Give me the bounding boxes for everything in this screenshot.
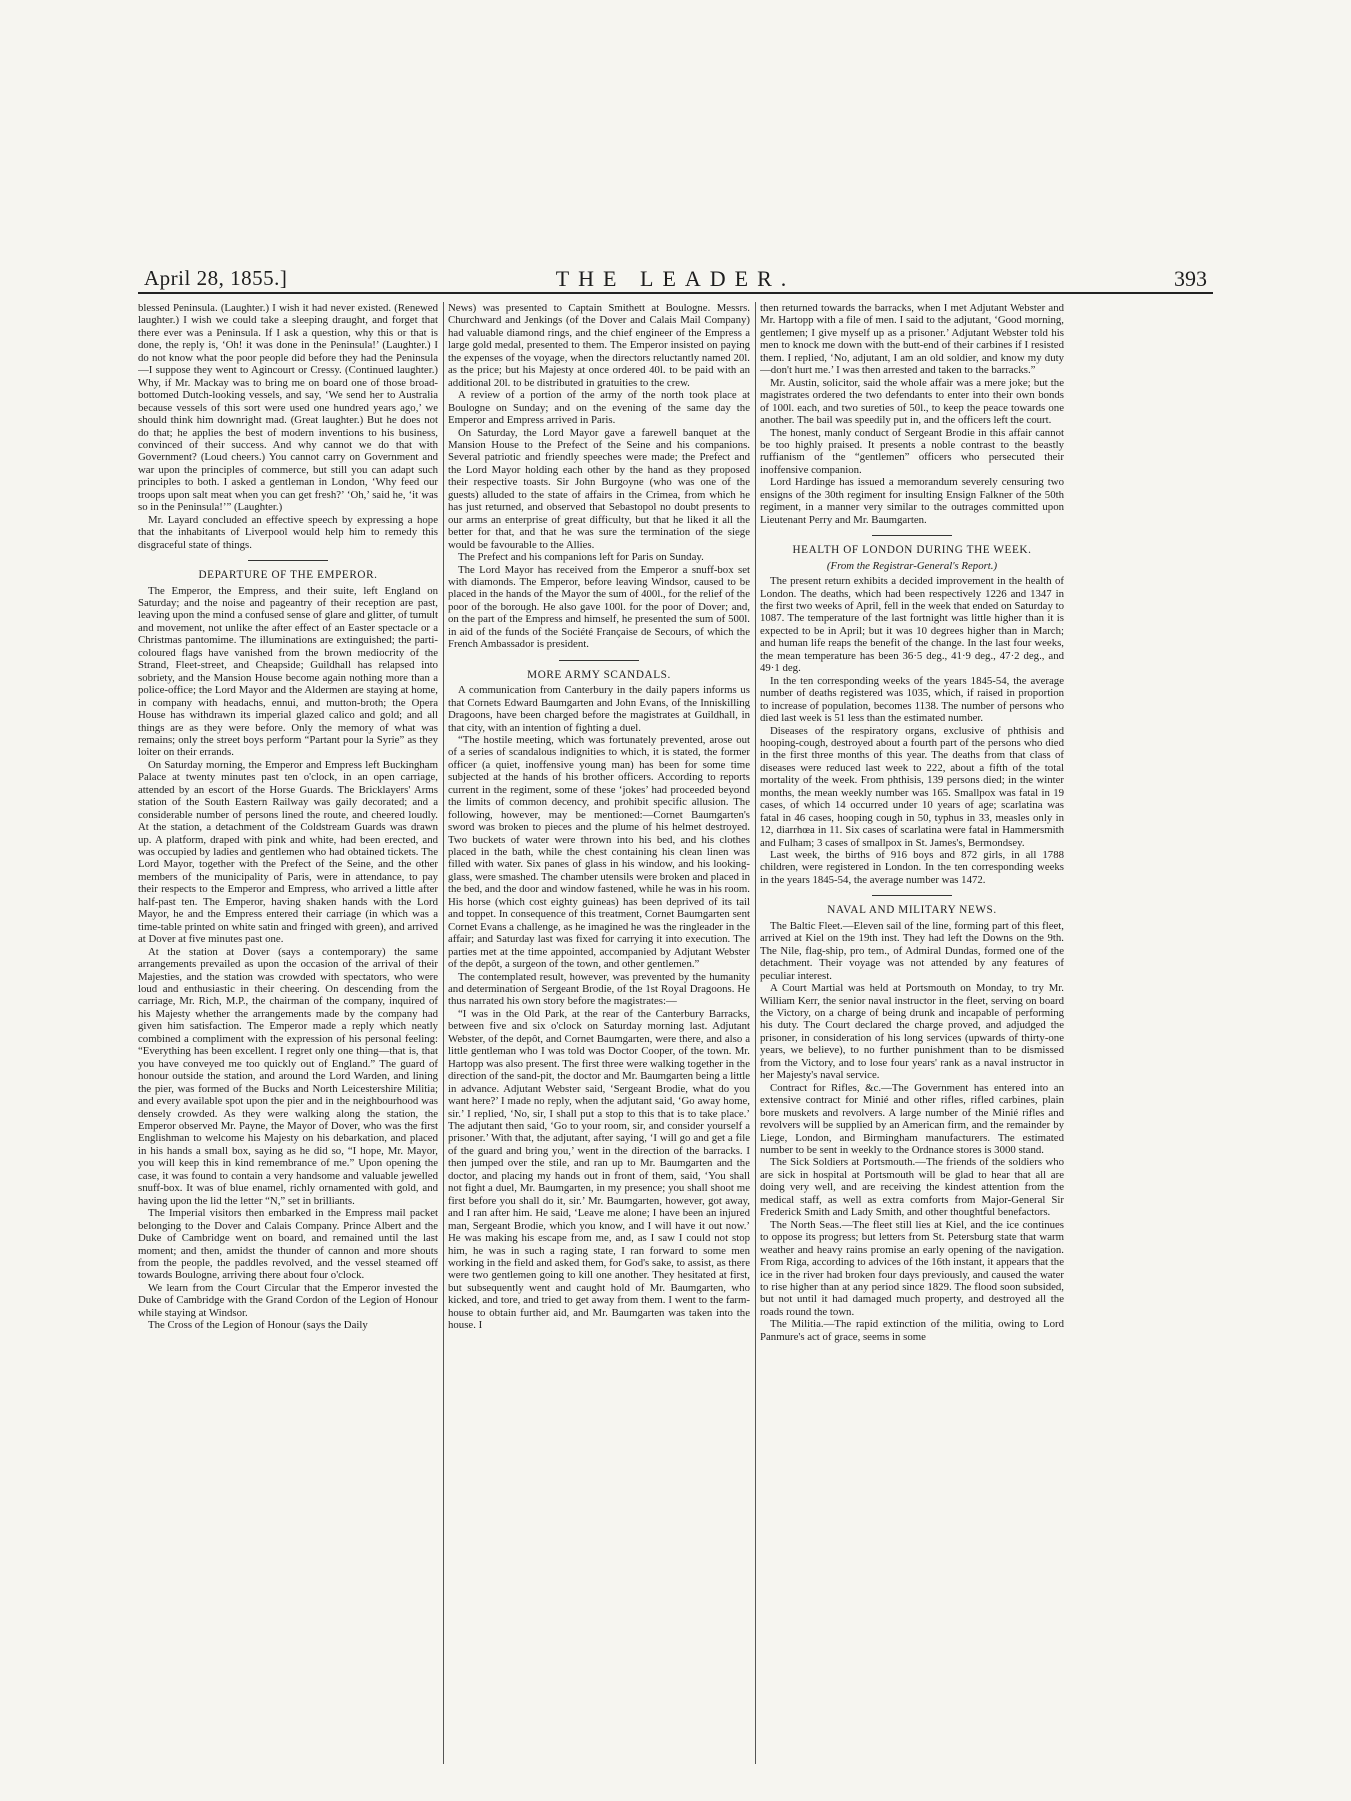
column-rule (443, 302, 444, 1764)
page-number: 393 (1174, 266, 1207, 291)
paragraph: The present return exhibits a decided improvement in the health of London. The deaths, which had been respectively 1226 and 1347 in the first two weeks of April, fell in the week that ended on Saturday to 1087. The temperature of the last fortnight was little higher than it is expected to be in April; but it was 10 degrees higher than in March; and human life reaps the benefit of the change. In the last four weeks, the mean temperature has been 36·5 deg., 41·9 deg., 47·2 deg., and 49·1 deg. (760, 575, 1064, 675)
paragraph: The North Seas.—The fleet still lies at Kiel, and the ice continues to oppose its progress; but letters from St. Petersburg state that warm weather and heavy rains promise an early opening of the navigation. From Riga, according to advices of the 16th instant, it appears that the ice in the river had broken four days previously, and caused the water to rise higher than at any period since 1829. The flood soon subsided, but not until it had damaged much property, and destroyed all the roads round the town. (760, 1218, 1064, 1318)
paragraph: The Prefect and his companions left for Paris on Sunday. (458, 551, 704, 564)
paragraph: At the station at Dover (says a contemporary) the same arrangements prevailed as upon the occasion of the arrival of their Majesties, and the station was crowded with spectators, who were loud and enthusiastic in their cheering. On descending from the carriage, Mr. Rich, M.P., the chairman of the company, inquired of his Majesty whether the arrangements made by the company had given him satisfaction. The Emperor made a reply which neatly combined a compliment with the expression of his personal feeling: “Everything has been excellent. I regret only one thing—that is, that you have conveyed me too quickly out of England.” The guard of honour outside the station, and around the Lord Warden, and lining the pier, was formed of the Bucks and North Leicestershire Militia; and every available spot upon the pier and in the neighbourhood was densely crowded. As they were walking along the station, the Emperor observed Mr. Payne, the Mayor of Dover, who was the first Englishman to welcome his Majesty on his debarkation, and placed in his hands a small box, saying as he did so, “I hope, Mr. Mayor, you will keep this in kind remembrance of me.” Upon opening the case, it was found to contain a very handsome and valuable jewelled snuff-box. It was of blue enamel, richly ornamented with gold, and having upon the lid the letter “N,” set in brilliants. (138, 945, 438, 1207)
paragraph: “I was in the Old Park, at the rear of the Canterbury Barracks, between five and six o'clock on Saturday morning last. Adjutant Webster, of the depôt, and Cornet Baumgarten, were there, and also a little gentleman who I was told was Doctor Cooper, of the town. Mr. Hartopp was also present. The first three were walking together in the direction of the sand-pit, the doctor and Mr. Baumgarten being a little in advance. Adjutant Webster said, ‘Sergeant Brodie, what do you want here?’ I made no reply, when the adjutant said, ‘Go away home, sir.’ I replied, ‘No, sir, I shall put a stop to this that is to take place.’ The adjutant then said, ‘Go to your room, sir, and consider yourself a prisoner.’ With that, the adjutant, after saying, ‘I will go and get a file of the guard and bring you,’ went in the direction of the barracks. I then jumped over the stile, and ran up to Mr. Baumgarten and the doctor, and placing my hands out in front of them, said, ‘You shall not fight a duel, Mr. Baumgarten, in my presence; you shall shoot me first before you shall do it, sir.’ Mr. Baumgarten, however, got away, and I ran after him. He said, ‘Leave me alone; I have been an injured man, Sergeant Brodie, which you know, and I will have it out now.’ He was making his escape from me, and, as I saw I could not stop him, he was in such a raging state, I ran forward to some men working in the field and asked them, for God's sake, to assist, as there were two gentlemen going to kill one another. They hesitated at first, but subsequently went and caught hold of Mr. Baumgarten, who kicked, and tore, and tried to get away from them. I went to the farm-house to obtain further aid, and Mr. Baumgarten was taken into the house. I (448, 1007, 750, 1332)
section-divider (559, 660, 639, 661)
paragraph: Contract for Rifles, &c.—The Government has entered into an extensive contract for Minié and other rifles, rifled carbines, plain bore muskets and revolvers. A large number of the Minié rifles and revolvers will be supplied by an American firm, and the remainder by Liege, London, and Birmingham manufacturers. The estimated number to be sent in weekly to the Ordnance stores is 3000 stand. (760, 1081, 1064, 1156)
paragraph: The Lord Mayor has received from the Emperor a snuff-box set with diamonds. The Emperor, before leaving Windsor, caused to be placed in the hands of the Mayor the sum of 400l., for the relief of the poor of the borough. He also gave 100l. for the poor of Dover; and, on the part of the Empress and himself, he presented the sum of 500l. in aid of the funds of the Société Française de Secours, of which the French Ambassador is president. (448, 563, 750, 651)
paragraph: Lord Hardinge has issued a memorandum severely censuring two ensigns of the 30th regiment for insulting Ensign Falkner of the 50th regiment, in a manner very similar to the outrages committed upon Lieutenant Perry and Mr. Baumgarten. (760, 476, 1064, 526)
column-3 (760, 302, 1064, 1764)
paragraph: A communication from Canterbury in the daily papers informs us that Cornets Edward Baumgarten and John Evans, of the Inniskilling Dragoons, have been charged before the magistrates at Guildhall, in that city, with an intention of fighting a duel. (448, 684, 750, 734)
section-divider (248, 560, 328, 561)
subheading-source: (From the Registrar-General's Report.) (826, 559, 998, 572)
paragraph: On Saturday, the Lord Mayor gave a farewell banquet at the Mansion House to the Prefect of the Seine and his companions. Several patriotic and friendly speeches were made; the Prefect and the Lord Mayor holding each other by the hand as they proposed their respective toasts. Sir John Burgoyne (who was one of the guests) alluded to the state of affairs in the Crimea, from which he has just returned, and observed that Sebastopol no doubt presents to our arms an enterprise of great difficulty, but that he liked it all the better for that, and that he was sure the termination of the siege would be favourable to the Allies. (448, 426, 750, 551)
heading-departure-of-the-emperor: DEPARTURE OF THE EMPEROR. (198, 569, 378, 582)
paragraph: In the ten corresponding weeks of the years 1845-54, the average number of deaths registered was 1035, which, if raised in proportion to increase of population, becomes 1138. The number of persons who died last week is 51 less than the estimated number. (760, 674, 1064, 725)
paragraph: Mr. Austin, solicitor, said the whole affair was a mere joke; but the magistrates ordered the two defendants to enter into their own bonds of 100l. each, and two sureties of 50l., to keep the peace towards one another. The bail was speedily put in, and the officers left the court. (760, 376, 1064, 427)
column-2 (448, 302, 750, 1764)
newspaper-title: THE LEADER. (555, 266, 796, 291)
paragraph: The Sick Soldiers at Portsmouth.—The friends of the soldiers who are sick in hospital at Portsmouth will be glad to hear that all are doing very well, and are receiving the kindest attention from the medical staff, as well as extra comforts from Major-General Sir Frederick Smith and Lady Smith, and other thoughtful benefactors. (760, 1156, 1064, 1219)
masthead (138, 262, 1213, 294)
paragraph: then returned towards the barracks, when I met Adjutant Webster and Mr. Hartopp with a file of men. I said to the adjutant, ‘Good morning, gentlemen; I give myself up as a prisoner.’ Adjutant Webster told his men to knock me down with the butt-end of their carbines if I resisted them. I replied, ‘No, adjutant, I am an old soldier, and know my duty—don't hurt me.’ I was then arrested and taken to the barracks.” (760, 302, 1064, 377)
paragraph: “The hostile meeting, which was fortunately prevented, arose out of a series of scandalous indignities to which, it is stated, the former officer (a quiet, inoffensive young man) has been for some time subjected at the hands of his brother officers. According to reports current in the regiment, some of these ‘jokes’ had proceeded beyond the limits of common decency, and prohibit specific allusion. The following, however, may be mentioned:—Cornet Baumgarten's sword was broken to pieces and the plume of his helmet destroyed. Two buckets of water were thrown into his bed, and his clothes placed in the bath, while the chest containing his clean linen was filled with water. Six panes of glass in his window, and his looking-glass, were smashed. The chamber utensils were broken and placed in the bed, and the door and window fastened, while he was in his room. His horse (which cost eighty guineas) has been deprived of its tail and toppet. In consequence of this treatment, Cornet Baumgarten sent Cornet Evans a challenge, as he imagined he was the ringleader in the affair; and Saturday last was fixed for carrying it into execution. The parties met at the time appointed, accompanied by Adjutant Webster of the depôt, a surgeon of the town, and other gentlemen.” (448, 733, 750, 971)
column-1 (138, 302, 438, 1764)
paragraph: News) was presented to Captain Smithett at Boulogne. Messrs. Churchward and Jenkings (of the Dover and Calais Mail Company) had valuable diamond rings, and the chief engineer of the Empress a large gold medal, presented to them. The Emperor insisted on paying the expenses of the voyage, when the directors reluctantly named 20l. as the price; but his Majesty at once ordered 40l. to be paid with an additional 20l. to be distributed in gratuities to the crew. (448, 302, 750, 389)
newspaper-page (138, 262, 1213, 1768)
issue-date: April 28, 1855.] (144, 266, 288, 290)
paragraph: Diseases of the respiratory organs, exclusive of phthisis and hooping-cough, destroyed about a fourth part of the persons who died in the first three months of this year. The deaths from that class of diseases were reduced last week to 222, about a fifth of the total mortality of the week. From phthisis, 139 persons died; in the winter months, the mean weekly number was 165. Smallpox was fatal in 19 cases, of which 14 occurred under 10 years of age; scarlatina was fatal in 46 cases, hooping cough in 50, typhus in 33, measles only in 12, diarrhœa in 11. Six cases of scarlatina were fatal in Hammersmith and Fulham; 3 cases of smallpox in St. James's, Bermondsey. (760, 724, 1064, 849)
paragraph: Mr. Layard concluded an effective speech by expressing a hope that the inhabitants of Liverpool would help him to remedy this disgraceful state of things. (138, 513, 438, 551)
paragraph: The contemplated result, however, was prevented by the humanity and determination of Sergeant Brodie, of the 1st Royal Dragoons. He thus narrated his own story before the magistrates:— (448, 970, 750, 1008)
paragraph: The Militia.—The rapid extinction of the militia, owing to Lord Panmure's act of grace, seems in some (760, 1318, 1064, 1343)
paragraph: A review of a portion of the army of the north took place at Boulogne on Sunday; and on the evening of the same day the Emperor and Empress arrived in Paris. (448, 389, 750, 427)
paragraph: Last week, the births of 916 boys and 872 girls, in all 1788 children, were registered in London. In the ten corresponding weeks in the years 1845-54, the average number was 1472. (760, 849, 1064, 886)
paragraph: blessed Peninsula. (Laughter.) I wish it had never existed. (Renewed laughter.) I wish we could take a sleeping draught, and forget that there ever was a Peninsula. If I ask a question, why this or that is done, the reply is, ‘Oh! it was done in the Peninsula!’ (Laughter.) I do not know what the poor people did before they had the Peninsula—I suppose they went to Agincourt or Cressy. (Continued laughter.) Why, if Mr. Mackay was to bring me on board one of those broad-bottomed Dutch-looking vessels, and say, ‘We send her to Australia because vessels of this sort were used one hundred years ago,’ we should think him downright mad. (Great laughter.) But he does not do that; he applies the best of modern inventions to his business, convinced of their success. And why cannot we do that with Government? (Loud cheers.) You cannot carry on Government and war upon the principles of commerce, but still you can adapt such principles to both. I asked a gentleman in London, ‘Why feed our troops upon salt meat when you can get fresh?’ ‘Oh,’ said he, ‘it was so in the Peninsula!’” (Laughter.) (138, 302, 438, 514)
section-divider (872, 535, 952, 536)
paragraph: The Emperor, the Empress, and their suite, left England on Saturday; and the noise and pageantry of their reception are past, leaving upon the mind a confused sense of glare and glitter, of tumult and movement, not unlike the after effect of an Easter spectacle or a Christmas pantomime. The illuminations are extinguished; the parti-coloured flags have vanished from the brown mediocrity of the Strand, Fleet-street, and Cheapside; Guildhall has relapsed into sobriety, and the Mansion House become again nothing more than a police-office; the Lord Mayor and the Aldermen are staying at home, in company with headachs, ennui, and mutton-broth; the Opera House has withdrawn its imperial glazed calico and gold; and all things are as they were before. Only the memory of what was remains; only the street boys perform “Partant pour la Syrie” as they loiter on their errands. (138, 584, 438, 759)
paragraph: We learn from the Court Circular that the Emperor invested the Duke of Cambridge with the Grand Cordon of the Legion of Honour while staying at Windsor. (138, 1281, 438, 1319)
paragraph: The honest, manly conduct of Sergeant Brodie in this affair cannot be too highly praised. It presents a noble contrast to the beastly ruffianism of the “gentlemen” officers who persecuted their inoffensive companion. (760, 426, 1064, 476)
heading-naval-and-military-news: NAVAL AND MILITARY NEWS. (827, 904, 997, 917)
paragraph: On Saturday morning, the Emperor and Empress left Buckingham Palace at twenty minutes past ten o'clock, in an open carriage, attended by an escort of the Horse Guards. The Bricklayers' Arms station of the South Eastern Railway was gaily decorated; and a considerable number of persons lined the route, and cheered loudly. At the station, a detachment of the Coldstream Guards was drawn up. A platform, draped with pink and white, had been erected, and was occupied by ladies and gentlemen who had obtained tickets. The Lord Mayor, together with the Prefect of the Seine, and the other members of the municipality of Paris, were in attendance, to pay their respects to the Emperor and Empress, who arrived a little after half-past ten. The Emperor, having shaken hands with the Lord Mayor, he and the Empress entered their carriage (in which was a time-table printed on white satin and fringed with green), and arrived at Dover at five minutes past one. (138, 758, 438, 946)
heading-more-army-scandals: MORE ARMY SCANDALS. (527, 668, 671, 681)
heading-health-of-london: HEALTH OF LONDON DURING THE WEEK. (792, 544, 1032, 557)
column-rule (755, 302, 756, 1764)
section-divider (872, 895, 952, 896)
paragraph: The Cross of the Legion of Honour (says the Daily (148, 1319, 368, 1332)
paragraph: A Court Martial was held at Portsmouth on Monday, to try Mr. William Kerr, the senior naval instructor in the fleet, serving on board the Victory, on a charge of being drunk and incapable of performing his duty. The Court declared the charge proved, and adjudged the prisoner, in consideration of his long services (upwards of thirty-one years, we believe), to no further punishment than to be dismissed from the Victory, and to lose four years' rank as a naval instructor in her Majesty's naval service. (760, 982, 1064, 1082)
paragraph: The Baltic Fleet.—Eleven sail of the line, forming part of this fleet, arrived at Kiel on the 19th inst. They had left the Downs on the 9th. The Nile, flag-ship, pro tem., of Admiral Dundas, formed one of the detachment. Their voyage was not attended by any features of peculiar interest. (760, 919, 1064, 982)
paragraph: The Imperial visitors then embarked in the Empress mail packet belonging to the Dover and Calais Company. Prince Albert and the Duke of Cambridge went on board, and remained until the last moment; and then, amidst the thunder of cannon and more shouts from the people, the paddles revolved, and the vessel steamed off towards Boulogne, arriving there about four o'clock. (138, 1207, 438, 1282)
